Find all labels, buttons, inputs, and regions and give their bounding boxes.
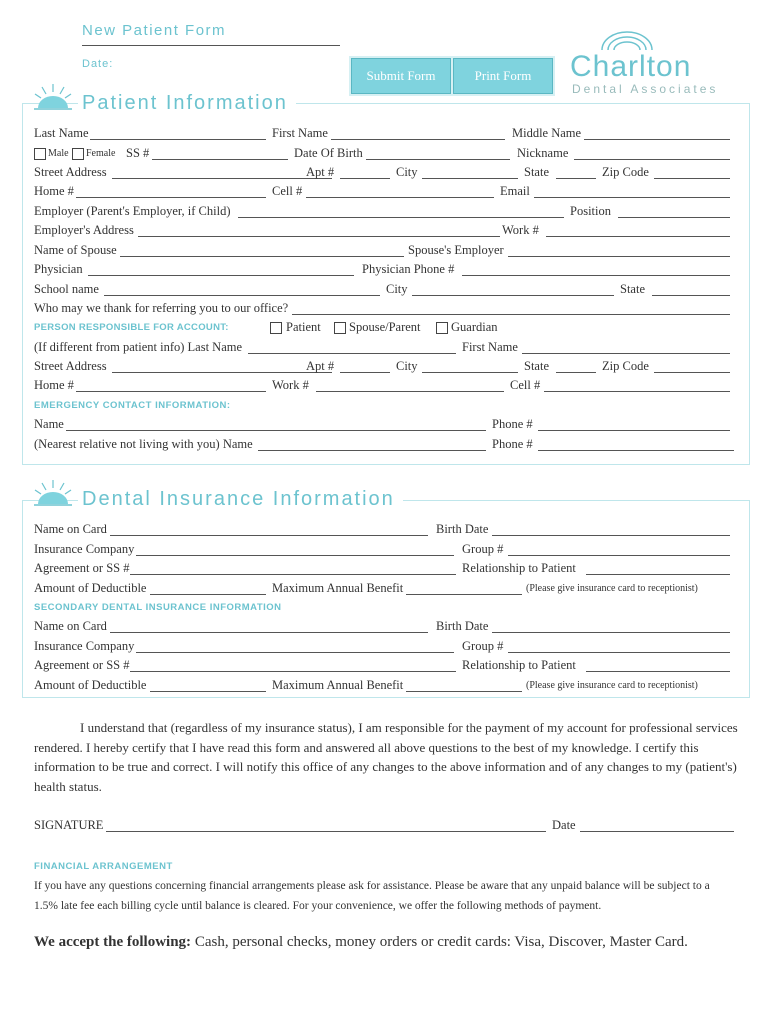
physician-label: Physician (34, 262, 83, 276)
cell-label: Cell # (272, 184, 303, 198)
first-name-label: First Name (272, 126, 328, 140)
emergency-name-field[interactable] (66, 417, 486, 431)
resp-work-field[interactable] (316, 378, 504, 392)
secondary-heading: SECONDARY DENTAL INSURANCE INFORMATION (34, 602, 282, 613)
email-label: Email (500, 184, 530, 198)
first-name-field[interactable] (331, 126, 505, 140)
resp-work-label: Work # (272, 378, 309, 392)
position-label: Position (570, 204, 611, 218)
referral-label: Who may we thank for referring you to our office? (34, 301, 289, 315)
logo-name: Charlton (570, 50, 692, 83)
ins2-birth-field[interactable] (492, 619, 730, 633)
ins2-deductible-field[interactable] (150, 678, 266, 692)
spouse-label: Name of Spouse (34, 243, 117, 257)
resp-last-name-label: (If different from patient info) Last Name (34, 340, 243, 354)
ins-birth-label: Birth Date (436, 522, 489, 536)
employer-field[interactable] (238, 204, 564, 218)
apt-label: Apt # (306, 165, 335, 179)
email-field[interactable] (534, 184, 730, 198)
school-city-field[interactable] (412, 282, 614, 296)
spouse-parent-option-label: Spouse/Parent (349, 320, 421, 334)
financial-heading: FINANCIAL ARRANGEMENT (34, 861, 173, 872)
male-checkbox[interactable] (34, 148, 46, 160)
row-employer (34, 204, 734, 221)
agreement-text: I understand that (regardless of my insurance status), I am responsible for the payment of my account for professional services rendered. I hereby certify that I have read this form and answered all above questions to the best of my knowledge. I certify this information to be true and correct. I will notify this office of any changes to the above information and of any changes to my (patient's) health status. (34, 720, 738, 794)
resp-last-name-field[interactable] (248, 340, 456, 354)
sunrise-icon (32, 478, 74, 508)
spouse-parent-checkbox[interactable] (334, 322, 346, 334)
row-ins2-name (34, 619, 734, 636)
logo-subtitle: Dental Associates (572, 82, 719, 96)
nickname-field[interactable] (574, 146, 730, 160)
row-school (34, 282, 734, 299)
signature-field[interactable] (106, 818, 546, 832)
ins-company-field[interactable] (136, 542, 454, 556)
row-resp-name (34, 340, 734, 357)
row-address (34, 165, 734, 182)
resp-first-name-label: First Name (462, 340, 518, 354)
ins-birth-field[interactable] (492, 522, 730, 536)
row-nearest (34, 437, 734, 454)
ins2-name-field[interactable] (110, 619, 428, 633)
ins2-company-label: Insurance Company (34, 639, 135, 653)
nearest-phone-label: Phone # (492, 437, 533, 451)
dob-label: Date Of Birth (294, 146, 363, 160)
row-ins2-agreement (34, 658, 734, 675)
female-checkbox[interactable] (72, 148, 84, 160)
spouse-employer-label: Spouse's Employer (408, 243, 504, 257)
employer-label: Employer (Parent's Employer, if Child) (34, 204, 231, 218)
ins-group-label: Group # (462, 542, 504, 556)
middle-name-label: Middle Name (512, 126, 582, 140)
row-employer-address (34, 223, 734, 240)
nickname-label: Nickname (517, 146, 569, 160)
city-label: City (396, 165, 418, 179)
emergency-phone-field[interactable] (538, 417, 730, 431)
form-title: New Patient Form (82, 22, 227, 39)
ins-relationship-field[interactable] (586, 561, 730, 575)
ins-relationship-label: Relationship to Patient (462, 561, 576, 575)
ins2-agreement-label: Agreement or SS # (34, 658, 130, 672)
emergency-phone-label: Phone # (492, 417, 533, 431)
row-resp-address (34, 359, 734, 376)
home-field[interactable] (76, 184, 266, 198)
resp-first-name-field[interactable] (522, 340, 730, 354)
patient-option-label: Patient (286, 320, 321, 334)
row-ins2-company (34, 639, 734, 656)
signature-date-field[interactable] (580, 818, 734, 832)
ins2-relationship-label: Relationship to Patient (462, 658, 576, 672)
school-label: School name (34, 282, 99, 296)
guardian-option-label: Guardian (451, 320, 498, 334)
home-label: Home # (34, 184, 74, 198)
work-label: Work # (502, 223, 539, 237)
row-responsible (34, 320, 734, 337)
spouse-field[interactable] (120, 243, 404, 257)
emergency-heading: EMERGENCY CONTACT INFORMATION: (34, 400, 231, 411)
accept-methods: Cash, personal checks, money orders or credit cards: Visa, Discover, Master Card. (191, 934, 688, 950)
row-referral (34, 301, 734, 318)
ins2-company-field[interactable] (136, 639, 454, 653)
row-ins-agreement (34, 561, 734, 578)
resp-state-field[interactable] (556, 359, 596, 373)
resp-apt-label: Apt # (306, 359, 335, 373)
patient-checkbox[interactable] (270, 322, 282, 334)
resp-street-field[interactable] (112, 359, 335, 373)
resp-city-label: City (396, 359, 418, 373)
row-phones (34, 184, 734, 201)
row-ins-deductible (34, 581, 734, 598)
ins2-max-label: Maximum Annual Benefit (272, 678, 404, 692)
school-field[interactable] (104, 282, 380, 296)
street-field[interactable] (112, 165, 335, 179)
ss-label: SS # (126, 146, 150, 160)
resp-home-label: Home # (34, 378, 74, 392)
ins2-agreement-field[interactable] (130, 658, 456, 672)
physician-phone-field[interactable] (462, 262, 730, 276)
resp-zip-field[interactable] (654, 359, 730, 373)
emergency-name-label: Name (34, 417, 64, 431)
ins2-note: (Please give insurance card to receptionist) (526, 680, 698, 691)
physician-field[interactable] (88, 262, 354, 276)
physician-phone-label: Physician Phone # (362, 262, 455, 276)
female-label: Female (86, 148, 116, 159)
ins2-relationship-field[interactable] (586, 658, 730, 672)
ss-field[interactable] (152, 146, 288, 160)
row-resp-phones (34, 378, 734, 395)
ins2-max-field[interactable] (406, 678, 522, 692)
state-label: State (524, 165, 549, 179)
patient-section-title: Patient Information (78, 92, 296, 115)
resp-city-field[interactable] (422, 359, 518, 373)
ins-max-label: Maximum Annual Benefit (272, 581, 404, 595)
title-underline (82, 45, 340, 46)
ins-name-label: Name on Card (34, 522, 107, 536)
guardian-checkbox[interactable] (436, 322, 448, 334)
city-field[interactable] (422, 165, 518, 179)
ins-max-field[interactable] (406, 581, 522, 595)
signature-label: SIGNATURE (34, 818, 104, 832)
school-state-label: State (620, 282, 645, 296)
row-ins2-deductible (34, 678, 734, 695)
position-field[interactable] (618, 204, 730, 218)
apt-field[interactable] (340, 165, 390, 179)
ins-note: (Please give insurance card to receptionist) (526, 583, 698, 594)
accept-label: We accept the following: (34, 934, 192, 950)
referral-field[interactable] (292, 301, 730, 315)
school-state-field[interactable] (652, 282, 730, 296)
ins-name-field[interactable] (110, 522, 428, 536)
payment-methods (34, 934, 688, 951)
row-signature (34, 818, 734, 835)
state-field[interactable] (556, 165, 596, 179)
row-physician (34, 262, 734, 279)
resp-cell-label: Cell # (510, 378, 541, 392)
sunrise-icon (32, 82, 74, 112)
ins2-group-label: Group # (462, 639, 504, 653)
school-city-label: City (386, 282, 408, 296)
resp-street-label: Street Address (34, 359, 107, 373)
street-label: Street Address (34, 165, 107, 179)
row-ins-name (34, 522, 734, 539)
dob-field[interactable] (366, 146, 510, 160)
zip-field[interactable] (654, 165, 730, 179)
signature-date-label: Date (552, 818, 576, 832)
row-emergency (34, 417, 734, 434)
middle-name-field[interactable] (584, 126, 730, 140)
row-names (34, 126, 734, 143)
print-form-button[interactable]: Print Form (453, 58, 553, 94)
ins2-birth-label: Birth Date (436, 619, 489, 633)
resp-zip-label: Zip Code (602, 359, 649, 373)
resp-home-field[interactable] (76, 378, 266, 392)
nearest-phone-field[interactable] (538, 437, 734, 451)
ins-deductible-label: Amount of Deductible (34, 581, 147, 595)
submit-form-button[interactable]: Submit Form (351, 58, 451, 94)
insurance-section-title: Dental Insurance Information (78, 488, 403, 511)
work-field[interactable] (546, 223, 730, 237)
male-label: Male (48, 148, 69, 159)
spouse-employer-field[interactable] (508, 243, 730, 257)
row-spouse (34, 243, 734, 260)
ins-agreement-field[interactable] (130, 561, 456, 575)
ins-group-field[interactable] (508, 542, 730, 556)
cell-field[interactable] (306, 184, 494, 198)
last-name-field[interactable] (90, 126, 266, 140)
resp-apt-field[interactable] (340, 359, 390, 373)
date-label: Date: (82, 58, 114, 70)
responsible-heading: PERSON RESPONSIBLE FOR ACCOUNT: (34, 322, 229, 333)
resp-state-label: State (524, 359, 549, 373)
row-gender-ss (34, 146, 734, 163)
logo-sun-icon (592, 28, 662, 50)
row-ins-company (34, 542, 734, 559)
last-name-label: Last Name (34, 126, 89, 140)
ins2-deductible-label: Amount of Deductible (34, 678, 147, 692)
employer-address-label: Employer's Address (34, 223, 134, 237)
ins-company-label: Insurance Company (34, 542, 135, 556)
ins2-name-label: Name on Card (34, 619, 107, 633)
resp-cell-field[interactable] (544, 378, 730, 392)
nearest-name-label: (Nearest relative not living with you) Name (34, 437, 253, 451)
nearest-name-field[interactable] (258, 437, 486, 451)
zip-label: Zip Code (602, 165, 649, 179)
employer-address-field[interactable] (138, 223, 500, 237)
financial-text: If you have any questions concerning financial arrangements please ask for assistance. Please be aware that any unpaid balance will be subject to a 1.5% late fee each billing cycle until balance is cleared. For your convenience, we offer the following methods of payment. (34, 880, 710, 912)
ins-deductible-field[interactable] (150, 581, 266, 595)
ins2-group-field[interactable] (508, 639, 730, 653)
ins-agreement-label: Agreement or SS # (34, 561, 130, 575)
